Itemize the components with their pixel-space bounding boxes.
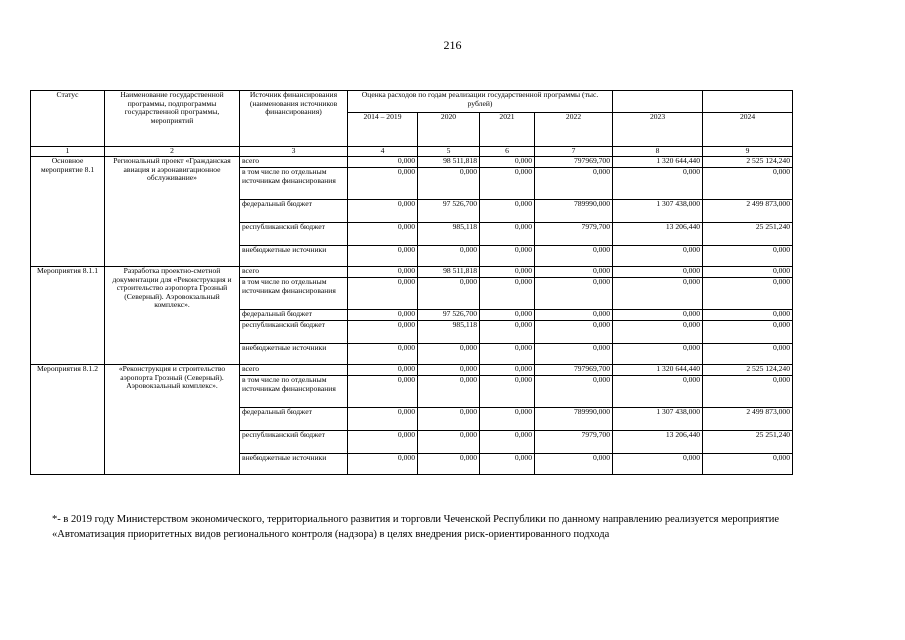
amount-cell: 0,000	[480, 321, 535, 344]
funding-source-cell: федеральный бюджет	[240, 408, 348, 431]
header-year: 2020	[418, 113, 480, 147]
program-name-cell: Разработка проектно-сметной документации для «Реконструкция и строительство аэропорта Грозный (Северный). Аэровокзальный комплекс».	[105, 267, 240, 365]
header-year: 2021	[480, 113, 535, 147]
amount-cell: 0,000	[348, 321, 418, 344]
amount-cell: 0,000	[613, 278, 703, 310]
funding-source-cell: всего	[240, 365, 348, 376]
column-number: 2	[105, 147, 240, 157]
amount-cell: 797969,700	[535, 365, 613, 376]
amount-cell: 0,000	[418, 408, 480, 431]
amount-cell: 0,000	[480, 168, 535, 200]
amount-cell: 0,000	[703, 168, 793, 200]
table-row	[31, 157, 793, 168]
column-number: 9	[703, 147, 793, 157]
funding-source-cell: в том числе по отдельным источникам финансирования	[240, 168, 348, 200]
amount-cell: 0,000	[480, 365, 535, 376]
header-year: 2022	[535, 113, 613, 147]
amount-cell: 0,000	[613, 168, 703, 200]
amount-cell: 0,000	[348, 200, 418, 223]
amount-cell: 0,000	[703, 376, 793, 408]
header-year: 2023	[613, 113, 703, 147]
column-number: 1	[31, 147, 105, 157]
amount-cell: 789990,000	[535, 200, 613, 223]
status-cell: Мероприятия 8.1.2	[31, 365, 105, 475]
funding-source-cell: республиканский бюджет	[240, 223, 348, 246]
amount-cell: 0,000	[703, 310, 793, 321]
amount-cell: 0,000	[480, 408, 535, 431]
amount-cell: 0,000	[535, 310, 613, 321]
header-blank-2023	[613, 91, 703, 113]
amount-cell: 0,000	[418, 454, 480, 475]
amount-cell: 0,000	[535, 168, 613, 200]
column-number: 8	[613, 147, 703, 157]
column-number: 5	[418, 147, 480, 157]
amount-cell: 0,000	[348, 454, 418, 475]
budget-table	[30, 90, 793, 475]
amount-cell: 0,000	[480, 431, 535, 454]
amount-cell: 0,000	[348, 365, 418, 376]
amount-cell: 0,000	[535, 376, 613, 408]
header-estimate: Оценка расходов по годам реализации государственной программы (тыс. рублей)	[348, 91, 613, 113]
amount-cell: 0,000	[480, 344, 535, 365]
funding-source-cell: федеральный бюджет	[240, 200, 348, 223]
amount-cell: 985,118	[418, 321, 480, 344]
amount-cell: 25 251,240	[703, 223, 793, 246]
program-name-cell: Региональный проект «Гражданская авиация и аэронавигационное обслуживание»	[105, 157, 240, 267]
amount-cell: 0,000	[480, 223, 535, 246]
column-number: 4	[348, 147, 418, 157]
footnote: *- в 2019 году Министерством экономического, территориального развития и торговли Чеченской Республики по данному направлению реализуется мероприятие «Автоматизация приоритетных видов регионального контроля (надзора) в целях внедрения риск-ориентированного подхода	[52, 514, 780, 540]
amount-cell: 98 511,818	[418, 267, 480, 278]
funding-source-cell: всего	[240, 157, 348, 168]
amount-cell: 0,000	[480, 246, 535, 267]
amount-cell: 2 525 124,240	[703, 365, 793, 376]
amount-cell: 0,000	[418, 376, 480, 408]
amount-cell: 25 251,240	[703, 431, 793, 454]
amount-cell: 0,000	[535, 267, 613, 278]
amount-cell: 0,000	[480, 267, 535, 278]
amount-cell: 97 526,700	[418, 310, 480, 321]
amount-cell: 13 206,440	[613, 431, 703, 454]
funding-source-cell: федеральный бюджет	[240, 310, 348, 321]
funding-source-cell: в том числе по отдельным источникам финансирования	[240, 376, 348, 408]
amount-cell: 0,000	[535, 246, 613, 267]
amount-cell: 985,118	[418, 223, 480, 246]
table-row	[31, 267, 793, 278]
amount-cell: 0,000	[535, 344, 613, 365]
header-name: Наименование государственной программы, подпрограммы государственной программы, мероприятий	[105, 91, 240, 147]
amount-cell: 0,000	[418, 168, 480, 200]
amount-cell: 797969,700	[535, 157, 613, 168]
amount-cell: 0,000	[480, 454, 535, 475]
amount-cell: 0,000	[348, 310, 418, 321]
amount-cell: 13 206,440	[613, 223, 703, 246]
program-name-cell: «Реконструкция и строительство аэропорта Грозный (Северный). Аэровокзальный комплекс».	[105, 365, 240, 475]
amount-cell: 0,000	[348, 431, 418, 454]
funding-source-cell: внебюджетные источники	[240, 454, 348, 475]
table-row	[31, 365, 793, 376]
column-number: 3	[240, 147, 348, 157]
amount-cell: 0,000	[348, 267, 418, 278]
amount-cell: 0,000	[348, 376, 418, 408]
amount-cell: 0,000	[348, 157, 418, 168]
amount-cell: 7979,700	[535, 223, 613, 246]
amount-cell: 1 320 644,440	[613, 365, 703, 376]
amount-cell: 789990,000	[535, 408, 613, 431]
amount-cell: 1 307 438,000	[613, 200, 703, 223]
amount-cell: 98 511,818	[418, 157, 480, 168]
amount-cell: 0,000	[348, 278, 418, 310]
header-status: Статус	[31, 91, 105, 147]
amount-cell: 0,000	[418, 431, 480, 454]
amount-cell: 0,000	[613, 376, 703, 408]
amount-cell: 0,000	[480, 157, 535, 168]
amount-cell: 0,000	[703, 278, 793, 310]
funding-source-cell: всего	[240, 267, 348, 278]
amount-cell: 0,000	[535, 454, 613, 475]
status-cell: Основное мероприятие 8.1	[31, 157, 105, 267]
amount-cell: 0,000	[418, 344, 480, 365]
amount-cell: 0,000	[613, 454, 703, 475]
amount-cell: 0,000	[613, 321, 703, 344]
amount-cell: 2 499 873,000	[703, 200, 793, 223]
funding-source-cell: республиканский бюджет	[240, 431, 348, 454]
page-number: 216	[443, 38, 462, 52]
amount-cell: 0,000	[418, 278, 480, 310]
amount-cell: 0,000	[418, 365, 480, 376]
amount-cell: 0,000	[613, 310, 703, 321]
amount-cell: 1 320 644,440	[613, 157, 703, 168]
amount-cell: 0,000	[348, 168, 418, 200]
amount-cell: 0,000	[348, 223, 418, 246]
amount-cell: 7979,700	[535, 431, 613, 454]
amount-cell: 1 307 438,000	[613, 408, 703, 431]
amount-cell: 0,000	[703, 344, 793, 365]
funding-source-cell: внебюджетные источники	[240, 344, 348, 365]
amount-cell: 0,000	[480, 200, 535, 223]
amount-cell: 0,000	[613, 246, 703, 267]
amount-cell: 0,000	[535, 278, 613, 310]
header-source: Источник финансирования (наименования источников финансирования)	[240, 91, 348, 147]
amount-cell: 0,000	[703, 454, 793, 475]
amount-cell: 0,000	[480, 310, 535, 321]
status-cell: Мероприятия 8.1.1	[31, 267, 105, 365]
amount-cell: 0,000	[348, 344, 418, 365]
column-number: 7	[535, 147, 613, 157]
column-number: 6	[480, 147, 535, 157]
header-year: 2014 – 2019	[348, 113, 418, 147]
funding-source-cell: в том числе по отдельным источникам финансирования	[240, 278, 348, 310]
amount-cell: 0,000	[480, 376, 535, 408]
amount-cell: 0,000	[418, 246, 480, 267]
amount-cell: 2 499 873,000	[703, 408, 793, 431]
amount-cell: 0,000	[348, 246, 418, 267]
amount-cell: 0,000	[535, 321, 613, 344]
amount-cell: 0,000	[703, 267, 793, 278]
amount-cell: 0,000	[613, 267, 703, 278]
header-blank-2024	[703, 91, 793, 113]
amount-cell: 0,000	[703, 321, 793, 344]
amount-cell: 0,000	[703, 246, 793, 267]
table-body	[31, 157, 793, 475]
amount-cell: 0,000	[348, 408, 418, 431]
amount-cell: 2 525 124,240	[703, 157, 793, 168]
amount-cell: 97 526,700	[418, 200, 480, 223]
header-year: 2024	[703, 113, 793, 147]
amount-cell: 0,000	[480, 278, 535, 310]
funding-source-cell: внебюджетные источники	[240, 246, 348, 267]
amount-cell: 0,000	[613, 344, 703, 365]
funding-source-cell: республиканский бюджет	[240, 321, 348, 344]
